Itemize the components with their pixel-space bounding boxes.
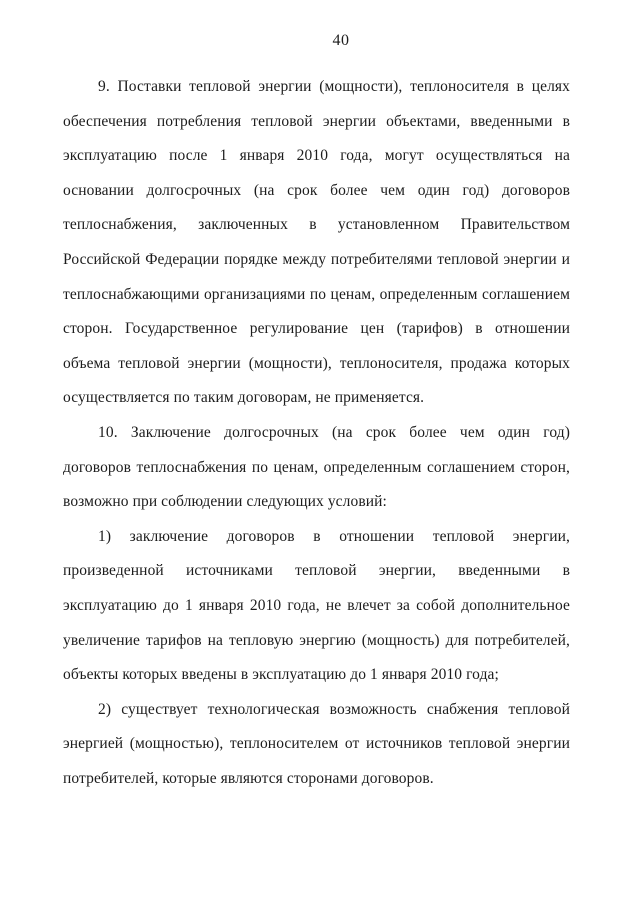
text-line: теплоснабжения, заключенных в установленном Правительством	[63, 216, 570, 234]
text-line: произведенной источниками тепловой энергии, введенными в	[63, 562, 570, 580]
paragraph-clause-10-item-2	[63, 693, 570, 797]
text-line: энергией (мощностью), теплоносителем от источников тепловой энергии	[63, 735, 570, 753]
text-line: обеспечения потребления тепловой энергии объектами, введенными в	[63, 112, 570, 130]
text-line: потребителей, которые являются сторонами договоров.	[63, 769, 434, 787]
text-line: объекты которых введены в эксплуатацию до 1 января 2010 года;	[63, 666, 499, 684]
text-line: договоров теплоснабжения по ценам, определенным соглашением сторон,	[63, 458, 570, 476]
text-line: возможно при соблюдении следующих условий:	[63, 493, 387, 511]
text-line: 10. Заключение долгосрочных (на срок более чем один год)	[98, 423, 570, 441]
paragraph-clause-10	[63, 416, 570, 520]
text-line: 1) заключение договоров в отношении тепловой энергии,	[98, 527, 570, 545]
text-line: теплоснабжающими организациями по ценам, определенным соглашением	[63, 285, 570, 303]
text-line: Российской Федерации порядке между потребителями тепловой энергии и	[63, 250, 570, 268]
text-line: 2) существует технологическая возможность снабжения тепловой	[98, 700, 570, 718]
page-number: 40	[332, 32, 350, 49]
text-line: эксплуатацию после 1 января 2010 года, могут осуществляться на	[63, 147, 570, 165]
text-block	[63, 70, 570, 796]
text-line: объема тепловой энергии (мощности), теплоносителя, продажа которых	[63, 354, 570, 372]
text-line: сторон. Государственное регулирование цен (тарифов) в отношении	[63, 320, 570, 338]
text-line: 9. Поставки тепловой энергии (мощности), теплоносителя в целях	[98, 78, 570, 95]
paragraph-clause-9	[63, 70, 570, 416]
text-line: эксплуатацию до 1 января 2010 года, не влечет за собой дополнительное	[63, 596, 570, 614]
paragraph-clause-10-item-1	[63, 520, 570, 693]
text-line: увеличение тарифов на тепловую энергию (мощность) для потребителей,	[63, 631, 570, 649]
text-line: основании долгосрочных (на срок более чем один год) договоров	[63, 181, 570, 199]
text-line: осуществляется по таким договорам, не применяется.	[63, 389, 425, 407]
